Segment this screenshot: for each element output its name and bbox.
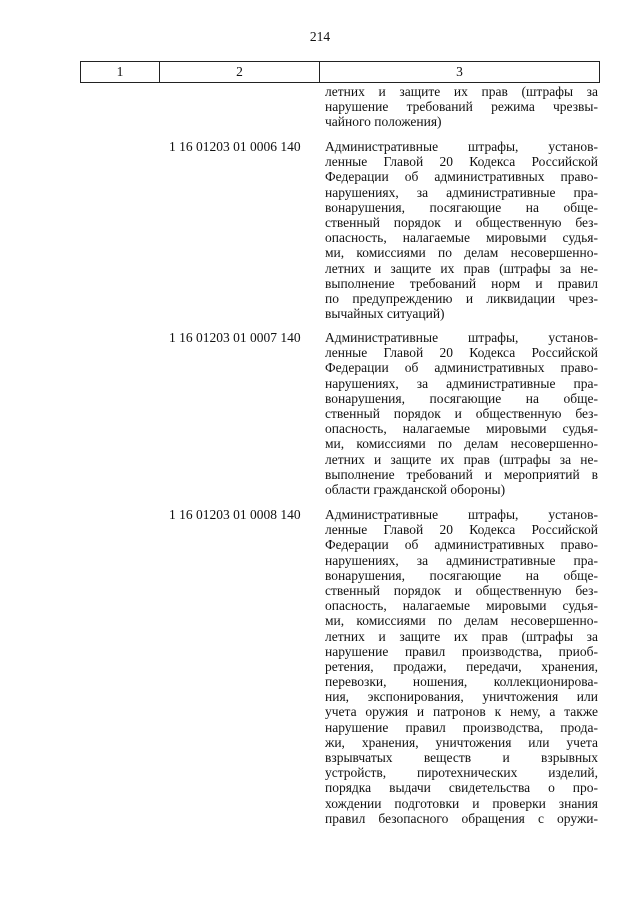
text-line: Административные штрафы, установ- bbox=[325, 139, 598, 154]
row-description bbox=[325, 330, 598, 497]
text-line: ми, комиссиями по делам несовершенно- bbox=[325, 245, 598, 261]
budget-code: 1 16 01203 01 0008 140 bbox=[169, 507, 301, 522]
row-description bbox=[325, 139, 598, 321]
text-line: летних и защите их прав (штрафы за bbox=[325, 84, 598, 99]
text-line: чайного положения) bbox=[325, 114, 442, 130]
text-line: Федерации об административных право- bbox=[325, 169, 598, 185]
text-line: вонарушения, посягающие на обще- bbox=[325, 390, 598, 406]
text-line: Федерации об административных право- bbox=[325, 537, 598, 553]
text-line: летних и защите их прав (штрафы за не- bbox=[325, 451, 598, 467]
text-line: порядка выдачи свидетельства о про- bbox=[325, 780, 598, 796]
text-line: вонарушения, посягающие на обще- bbox=[325, 199, 598, 215]
text-line: нарушениях, за административные пра- bbox=[325, 375, 598, 391]
text-line: ственный порядок и общественную без- bbox=[325, 582, 598, 598]
column-1-header: 1 bbox=[81, 62, 160, 82]
text-line: жи, хранения, уничтожения или учета bbox=[325, 734, 598, 750]
text-line: Административные штрафы, установ- bbox=[325, 507, 598, 522]
text-line: ния, экспонирования, уничтожения или bbox=[325, 689, 598, 705]
text-line: нарушение правил производства, прода- bbox=[325, 719, 598, 735]
text-line: хождении подготовки и проверки знания bbox=[325, 795, 598, 811]
text-line: летних и защите их прав (штрафы за не- bbox=[325, 260, 598, 276]
column-3-header: 3 bbox=[456, 64, 463, 79]
text-line: ми, комиссиями по делам несовершенно- bbox=[325, 436, 598, 452]
text-line: опасность, налагаемые мировыми судья- bbox=[325, 230, 598, 246]
text-line: по предупреждению и ликвидации чрез- bbox=[325, 290, 598, 306]
text-line: учета оружия и патронов к нему, а также bbox=[325, 704, 598, 720]
budget-code: 1 16 01203 01 0006 140 bbox=[169, 139, 301, 154]
text-line: вонарушения, посягающие на обще- bbox=[325, 567, 598, 583]
text-line: ретения, продажи, передачи, хранения, bbox=[325, 658, 598, 674]
text-line: нарушениях, за административные пра- bbox=[325, 552, 598, 568]
text-line: вычайных ситуаций) bbox=[325, 306, 445, 322]
text-line: опасность, налагаемые мировыми судья- bbox=[325, 598, 598, 614]
row-description bbox=[325, 507, 598, 826]
text-line: ленные Главой 20 Кодекса Российской bbox=[325, 154, 598, 170]
text-line: опасность, налагаемые мировыми судья- bbox=[325, 421, 598, 437]
table-header bbox=[80, 61, 600, 83]
text-line: ственный порядок и общественную без- bbox=[325, 214, 598, 230]
text-line: Федерации об административных право- bbox=[325, 360, 598, 376]
continuation-description bbox=[325, 84, 598, 130]
text-line: выполнение требований норм и правил bbox=[325, 275, 598, 291]
column-2-header: 2 bbox=[160, 62, 320, 82]
text-line: перевозки, ношения, коллекционирова- bbox=[325, 674, 598, 690]
text-line: ленные Главой 20 Кодекса Российской bbox=[325, 522, 598, 538]
text-line: ственный порядок и общественную без- bbox=[325, 405, 598, 421]
text-line: взрывчатых веществ и взрывных bbox=[325, 750, 598, 765]
text-line: устройств, пиротехнических изделий, bbox=[325, 765, 598, 781]
text-line: летних и защите их прав (штрафы за bbox=[325, 628, 598, 644]
text-line: нарушение правил производства, приоб- bbox=[325, 643, 598, 659]
budget-code: 1 16 01203 01 0007 140 bbox=[169, 330, 301, 345]
text-line: области гражданской обороны) bbox=[325, 481, 506, 497]
text-line: правил безопасного обращения с оружи- bbox=[325, 810, 598, 826]
text-line: нарушение требований режима чрезвы- bbox=[325, 99, 598, 115]
text-line: Административные штрафы, установ- bbox=[325, 330, 598, 345]
text-line: ленные Главой 20 Кодекса Российской bbox=[325, 345, 598, 361]
text-line: выполнение требований и мероприятий в bbox=[325, 466, 598, 482]
page-number: 214 bbox=[309, 29, 331, 44]
text-line: нарушениях, за административные пра- bbox=[325, 184, 598, 200]
text-line: ми, комиссиями по делам несовершенно- bbox=[325, 613, 598, 629]
